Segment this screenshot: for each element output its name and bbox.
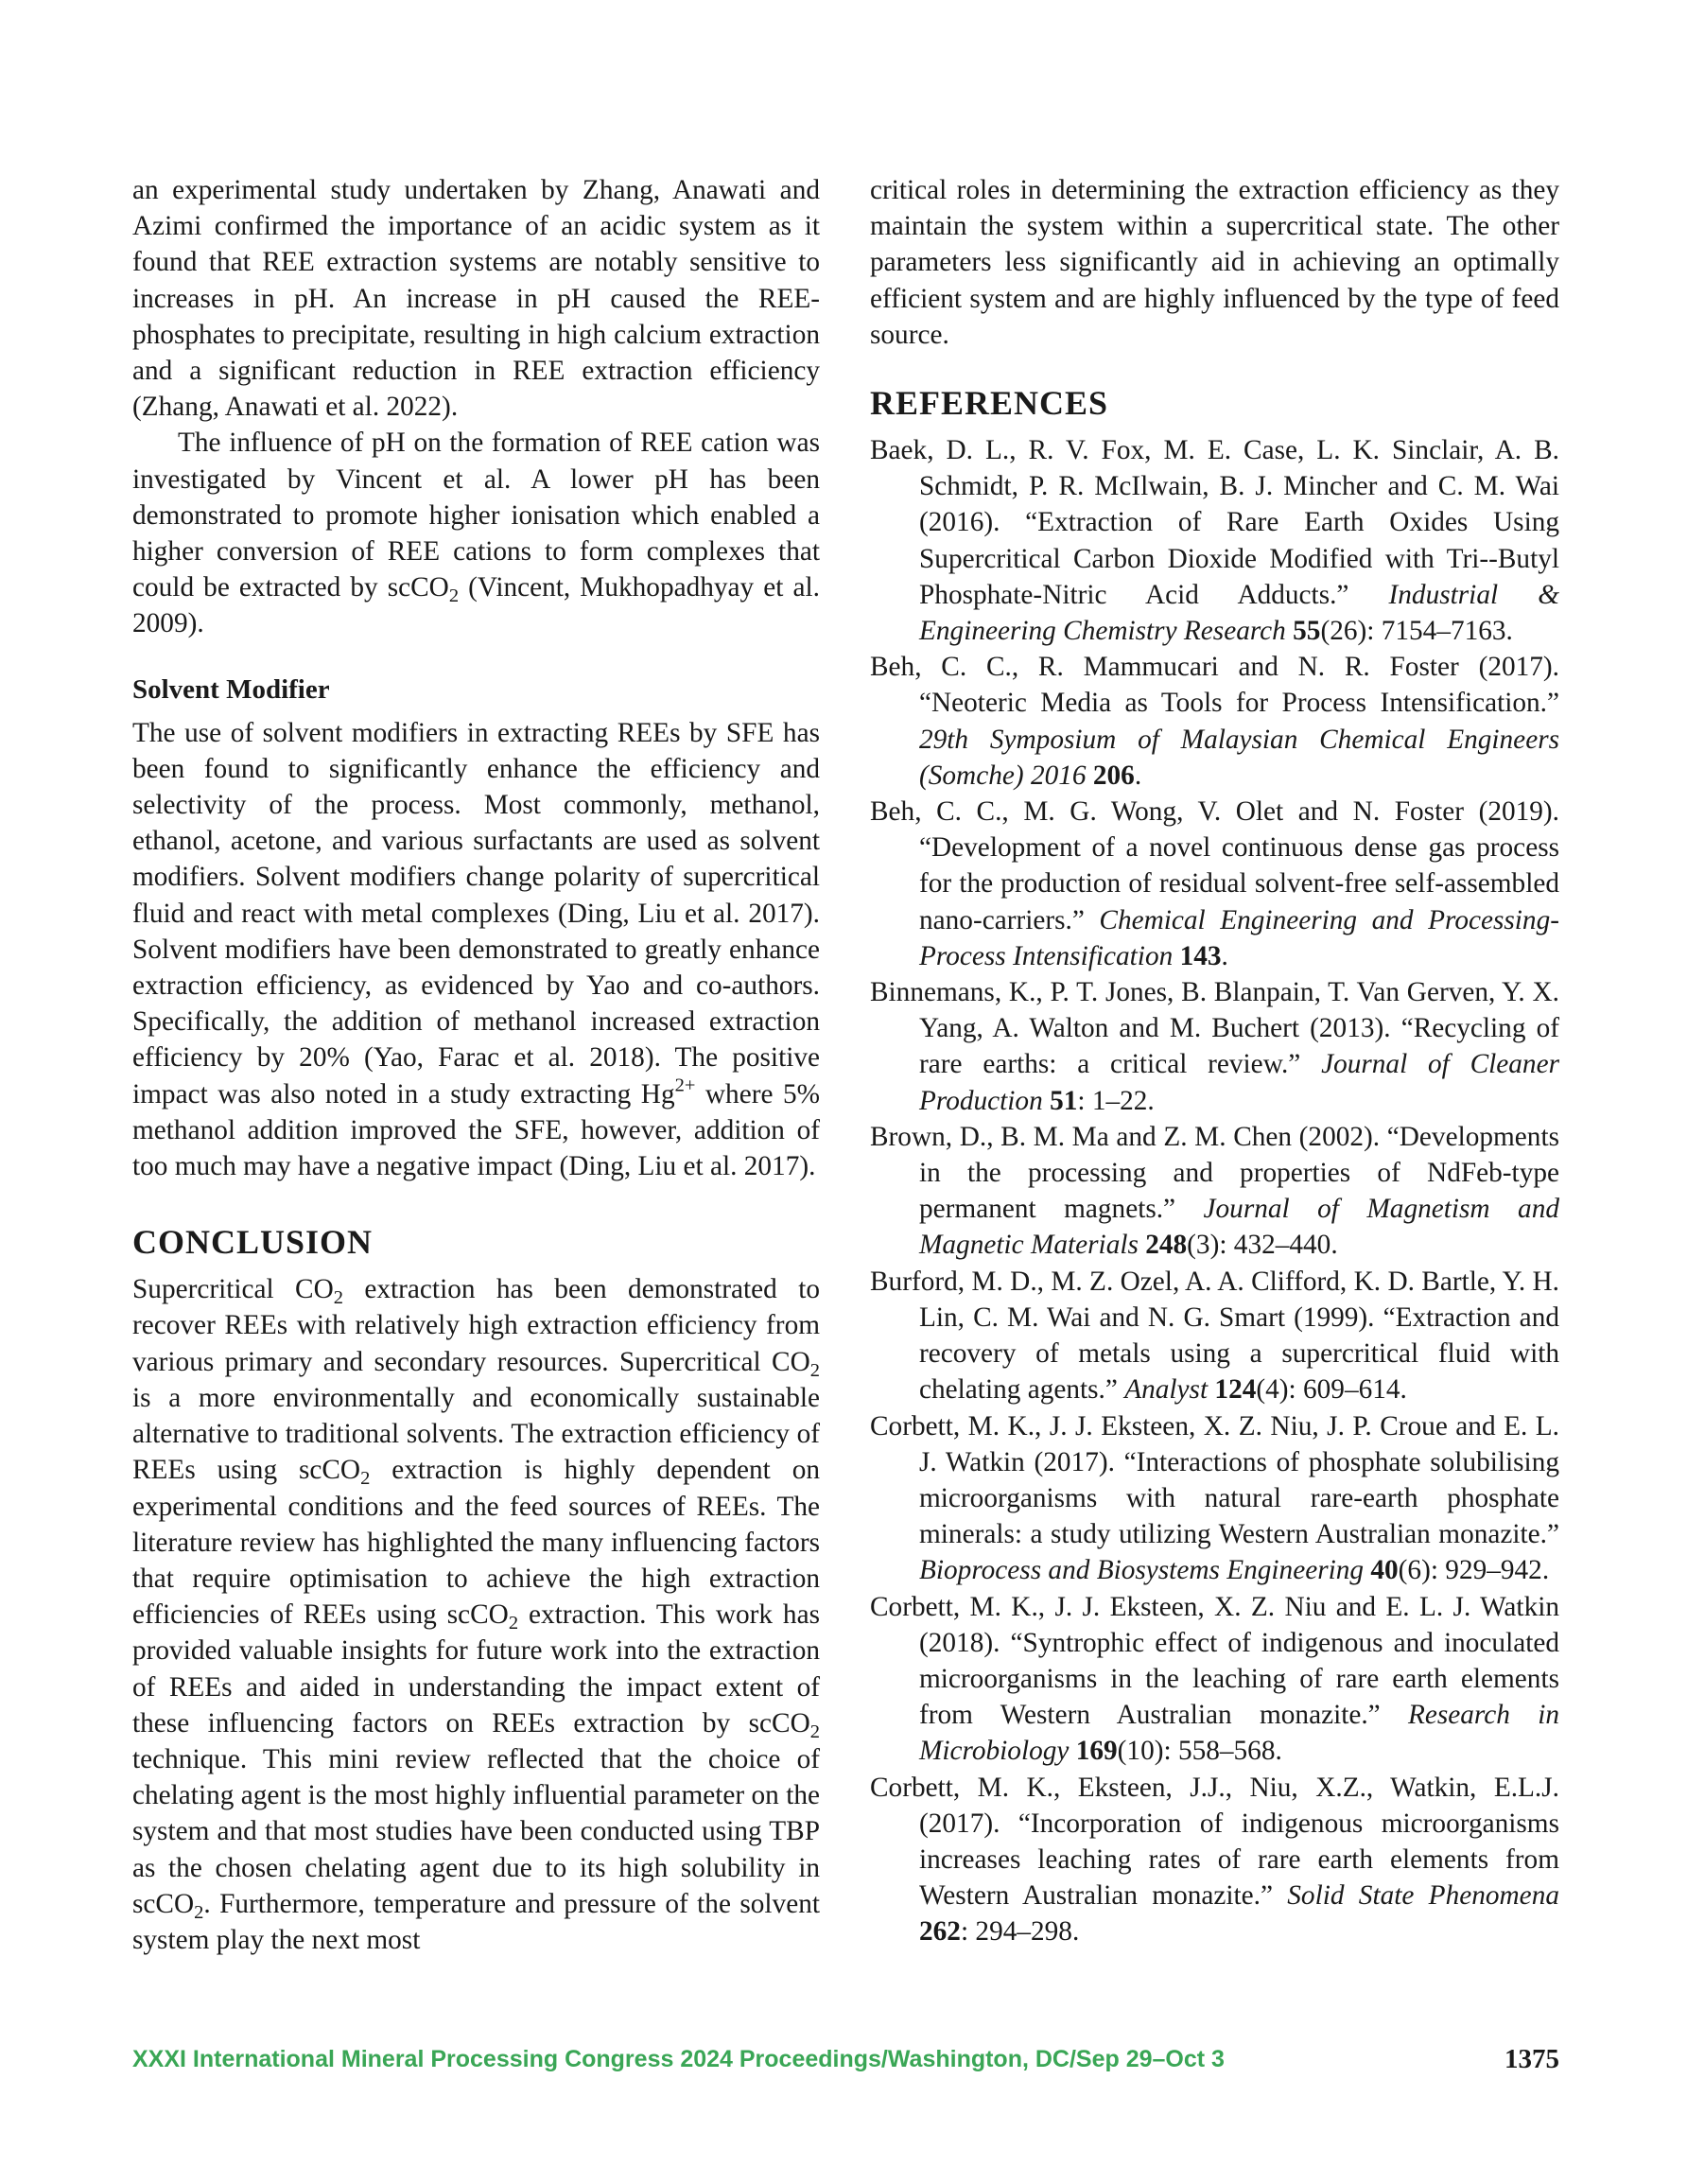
reference-item: Corbett, M. K., J. J. Eksteen, X. Z. Niu and E. L. J. Watkin (2018). “Syntrophic effect of indigenous and inoculated microorganisms in the leaching of rare earth elements from Western Australian monazite.” Research in Microbiology 169(10): 558–568. — [870, 1591, 1559, 1767]
body-paragraph: The influence of pH on the formation of REE cation was investigated by Vincent et al. A lower pH has been demonstrated to promote higher ionisation which enabled a higher conversion of REE cations to form complexes that could be extracted by scCO$_2$ (Vincent, Mukhopadhyay et al. 2009). — [132, 428, 820, 639]
right-column — [870, 172, 1559, 1950]
page-footer — [132, 2046, 1559, 2084]
reference-item: Corbett, M. K., Eksteen, J.J., Niu, X.Z., Watkin, E.L.J. (2017). “Incorporation of indigenous microorganisms increases leaching rates of rare earth elements from Western Australian monazite.” Solid State Phenomena 262: 294–298. — [870, 1772, 1559, 1948]
reference-item: Binnemans, K., P. T. Jones, B. Blanpain, T. Van Gerven, Y. X. Yang, A. Walton and M. Buchert (2013). “Recycling of rare earths: a critical review.” Journal of Cleaner Production 51: 1–22. — [870, 977, 1559, 1116]
reference-item: Beh, C. C., R. Mammucari and N. R. Foster (2017). “Neoteric Media as Tools for Process Intensification.” 29th Symposium of Malaysian Chemical Engineers (Somche) 2016 206. — [870, 652, 1559, 791]
section-heading-references: REFERENCES — [870, 384, 1109, 423]
reference-list — [870, 432, 1559, 1950]
reference-item: Beh, C. C., M. G. Wong, V. Olet and N. Foster (2019). “Development of a novel continuous dense gas process for the production of residual solvent-free self-assembled nano-carriers.” Chemical Engineering and Processing-Process Intensification 143. — [870, 796, 1559, 971]
reference-item: Burford, M. D., M. Z. Ozel, A. A. Clifford, K. D. Bartle, Y. H. Lin, C. M. Wai and N. G. Smart (1999). “Extraction and recovery of metals using a supercritical fluid with chelating agents.” Analyst 124(4): 609–614. — [870, 1266, 1559, 1406]
reference-item: Corbett, M. K., J. J. Eksteen, X. Z. Niu, J. P. Croue and E. L. J. Watkin (2017). “Interactions of phosphate solubilising microorganisms with natural rare-earth phosphate minerals: a study utilizing Western Australian monazite.” Bioprocess and Biosystems Engineering 40(6): 929–942. — [870, 1410, 1559, 1586]
page-number: 1375 — [1504, 2044, 1559, 2074]
reference-item: Baek, D. L., R. V. Fox, M. E. Case, L. K. Sinclair, A. B. Schmidt, P. R. McIlwain, B. J. Mincher and C. M. Wai (2016). “Extraction of Rare Earth Oxides Using Supercritical Carbon Dioxide Modified with Tri--Butyl Phosphate-Nitric Acid Adducts.” Industrial & Engineering Chemistry Research 55(26): 7154–7163. — [870, 435, 1559, 647]
conclusion-paragraph: Supercritical $CO_2$ extraction has been demonstrated to recover REEs with relatively high extraction efficiency from various primary and secondary resources. Supercritical $CO_2$ is a more environmentally and economically sustainable alternative to traditional solvents. The extraction efficiency of REEs using scCO$_2$ extraction is highly dependent on experimental conditions and the feed sources of REEs. The literature review has highlighted the many influencing factors that require optimisation to achieve the high extraction efficiencies of REEs using scCO$_2$ extraction. This work has provided valuable insights for future work into the extraction of REEs and aided in understanding the impact extent of these influencing factors on REEs extraction by scCO$_2$ technique. This mini review reflected that the choice of chelating agent is the most highly influential parameter on the system and that most studies have been conducted using TBP as the chosen chelating agent due to its high solubility in scCO$_2$. Furthermore, temperature and pressure of the solvent system play the next most — [132, 1274, 820, 1955]
body-paragraph: The use of solvent modifiers in extracting REEs by SFE has been found to significantly enhance the efficiency and selectivity of the process. Most commonly, methanol, ethanol, acetone, and various surfactants are used as solvent modifiers. Solvent modifiers change polarity of supercritical fluid and react with metal complexes (Ding, Liu et al. 2017). Solvent modifiers have been demonstrated to greatly enhance extraction efficiency, as evidenced by Yao and co-authors. Specifically, the addition of methanol increased extraction efficiency by 20% (Yao, Farac et al. 2018). The positive impact was also noted in a study extracting $Hg^{2+}$ where 5% methanol addition improved the SFE, however, addition of too much may have a negative impact (Ding, Liu et al. 2017). — [132, 717, 820, 1182]
subsection-heading: Solvent Modifier — [132, 673, 330, 705]
reference-item: Brown, D., B. M. Ma and Z. M. Chen (2002). “Developments in the processing and properties of NdFeb-type permanent magnets.” Journal of Magnetism and Magnetic Materials 248(3): 432–440. — [870, 1121, 1559, 1261]
proceedings-title: XXXI International Mineral Processing Congress 2024 Proceedings/Washington, DC/Sep 29–Oct 3 — [132, 2046, 1225, 2072]
body-paragraph: critical roles in determining the extraction efficiency as they maintain the system within a supercritical state. The other parameters less significantly aid in achieving an optimally efficient system and are highly influenced by the type of feed source. — [870, 175, 1559, 350]
left-column — [132, 172, 820, 1958]
section-heading-conclusion: CONCLUSION — [132, 1223, 374, 1262]
body-paragraph: an experimental study undertaken by Zhang, Anawati and Azimi confirmed the importance of an acidic system as it found that REE extraction systems are notably sensitive to increases in pH. An increase in pH caused the REE-phosphates to precipitate, resulting in high calcium extraction and a significant reduction in REE extraction efficiency (Zhang, Anawati et al. 2022). — [132, 175, 820, 423]
